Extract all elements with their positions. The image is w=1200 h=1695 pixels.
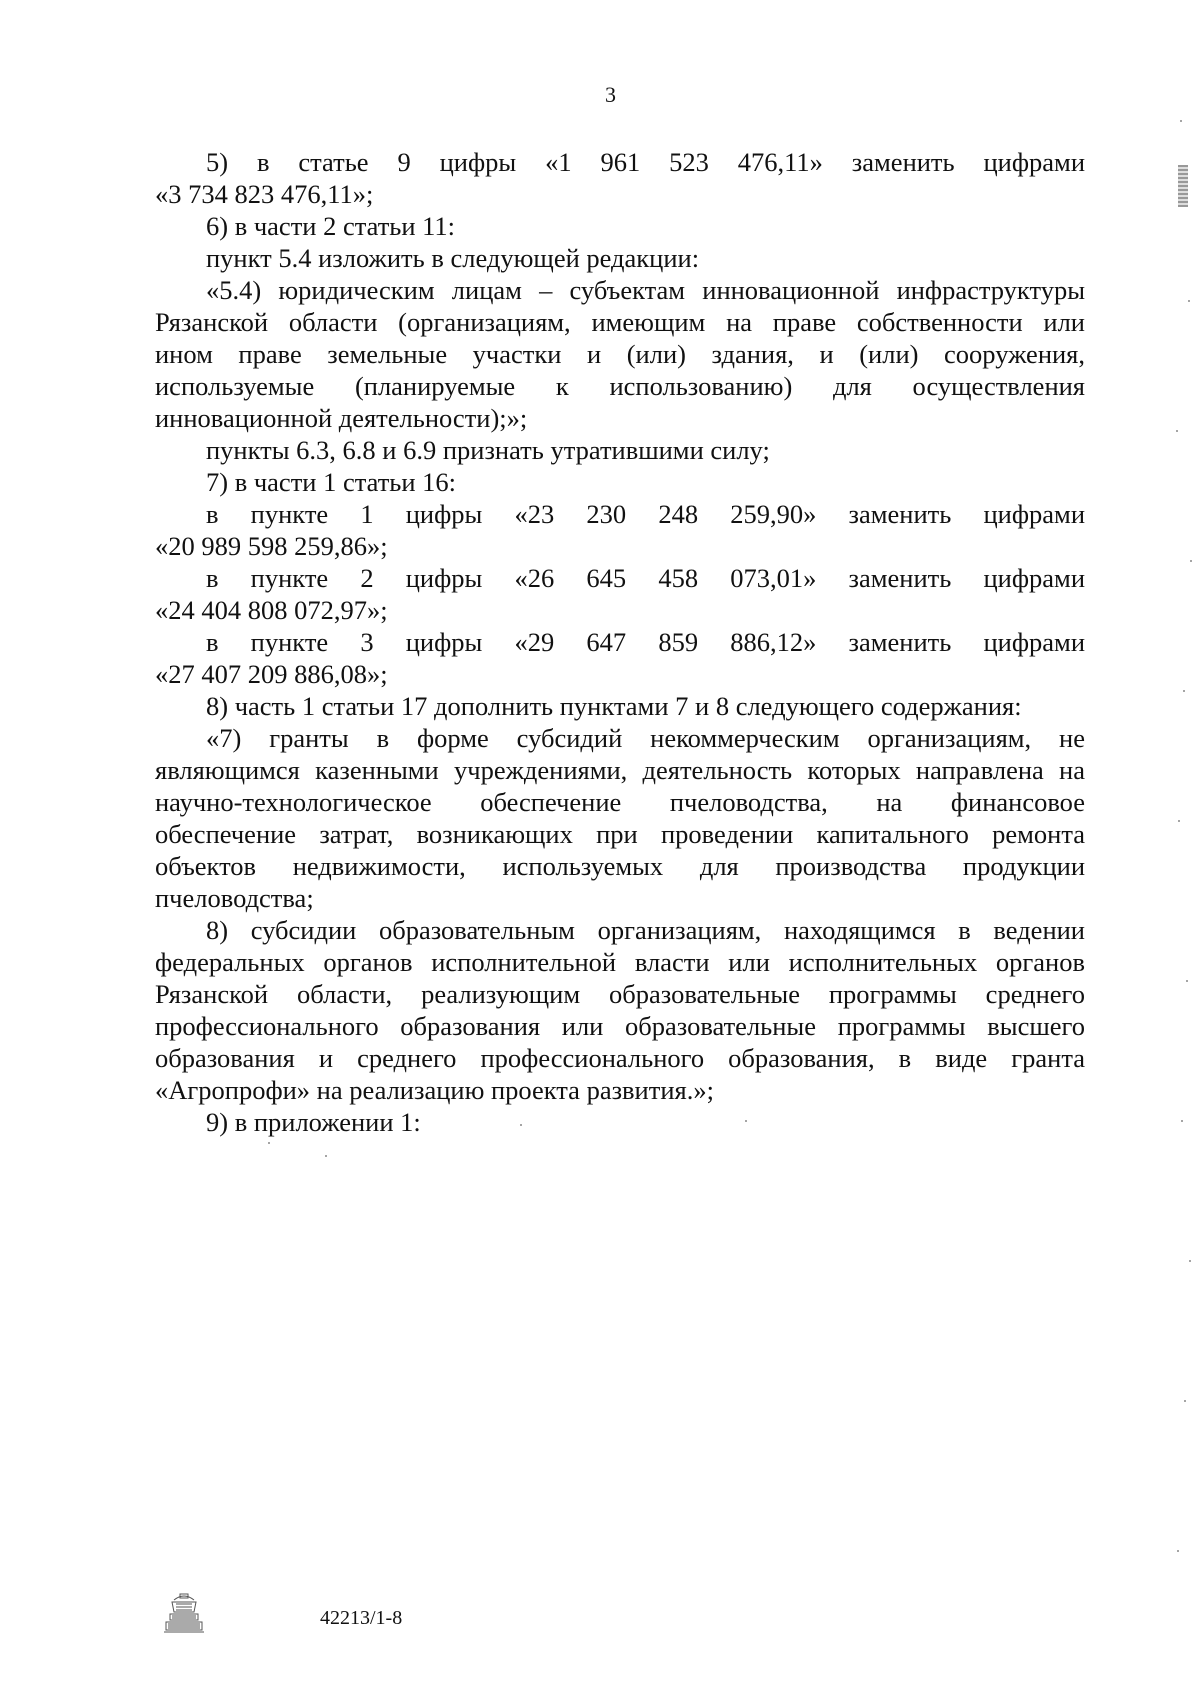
text-line: «3 734 823 476,11»;	[155, 179, 374, 209]
text-line: 9) в приложении 1:	[206, 1107, 421, 1137]
page-number: 3	[605, 82, 616, 107]
text-line: научно-технологическое обеспечение пчеловодства, на финансовое	[155, 787, 1085, 817]
text-line: федеральных органов исполнительной власти или исполнительных органов	[155, 947, 1085, 977]
text-line: используемые (планируемые к использованию) для осуществления	[155, 371, 1085, 401]
text-line: объектов недвижимости, используемых для производства продукции	[155, 851, 1085, 881]
text-line: в пункте 1 цифры «23 230 248 259,90» заменить цифрами	[206, 499, 1085, 529]
text-line: обеспечение затрат, возникающих при проведении капитального ремонта	[155, 819, 1085, 849]
scan-speck	[520, 1124, 522, 1126]
text-line: пчеловодства;	[155, 883, 314, 913]
text-line: 7) в части 1 статьи 16:	[206, 467, 457, 497]
text-line: Рязанской области, реализующим образовательные программы среднего	[155, 979, 1085, 1009]
text-line: Рязанской области (организациям, имеющим на праве собственности или	[155, 307, 1085, 337]
document-body	[155, 146, 1085, 1138]
text-line: пункты 6.3, 6.8 и 6.9 признать утратившими силу;	[206, 435, 770, 465]
text-line: пункт 5.4 изложить в следующей редакции:	[206, 243, 700, 273]
text-line: 5) в статье 9 цифры «1 961 523 476,11» заменить цифрами	[206, 147, 1085, 177]
scan-edge-artifacts	[1160, 0, 1200, 1695]
text-line: «7) гранты в форме субсидий некоммерческим организациям, не	[206, 723, 1085, 753]
text-line: 8) часть 1 статьи 17 дополнить пунктами 7 и 8 следующего содержания:	[206, 691, 1022, 721]
text-line: «5.4) юридическим лицам – субъектам инновационной инфраструктуры	[206, 275, 1085, 305]
text-line: «27 407 209 886,08»;	[155, 659, 388, 689]
text-line: 6) в части 2 статьи 11:	[206, 211, 456, 241]
document-code: 42213/1-8	[320, 1607, 403, 1629]
text-line: «Агропрофи» на реализацию проекта развития.»;	[155, 1075, 714, 1105]
text-line: образования и среднего профессионального образования, в виде гранта	[155, 1043, 1085, 1073]
scan-speck	[268, 1142, 270, 1144]
text-line: в пункте 2 цифры «26 645 458 073,01» заменить цифрами	[206, 563, 1085, 593]
text-line: «24 404 808 072,97»;	[155, 595, 388, 625]
text-line: «20 989 598 259,86»;	[155, 531, 388, 561]
text-line: в пункте 3 цифры «29 647 859 886,12» заменить цифрами	[206, 627, 1085, 657]
text-line: являющимся казенными учреждениями, деятельность которых направлена на	[155, 755, 1085, 785]
scan-speck	[325, 1155, 327, 1157]
text-line: ином праве земельные участки и (или) здания, и (или) сооружения,	[155, 339, 1085, 369]
text-line: инновационной деятельности);»;	[155, 403, 528, 433]
text-line: профессионального образования или образовательные программы высшего	[155, 1011, 1085, 1041]
emblem-stamp-icon	[162, 1590, 206, 1636]
scan-speck	[745, 1120, 747, 1122]
text-line: 8) субсидии образовательным организациям, находящимся в ведении	[206, 915, 1085, 945]
